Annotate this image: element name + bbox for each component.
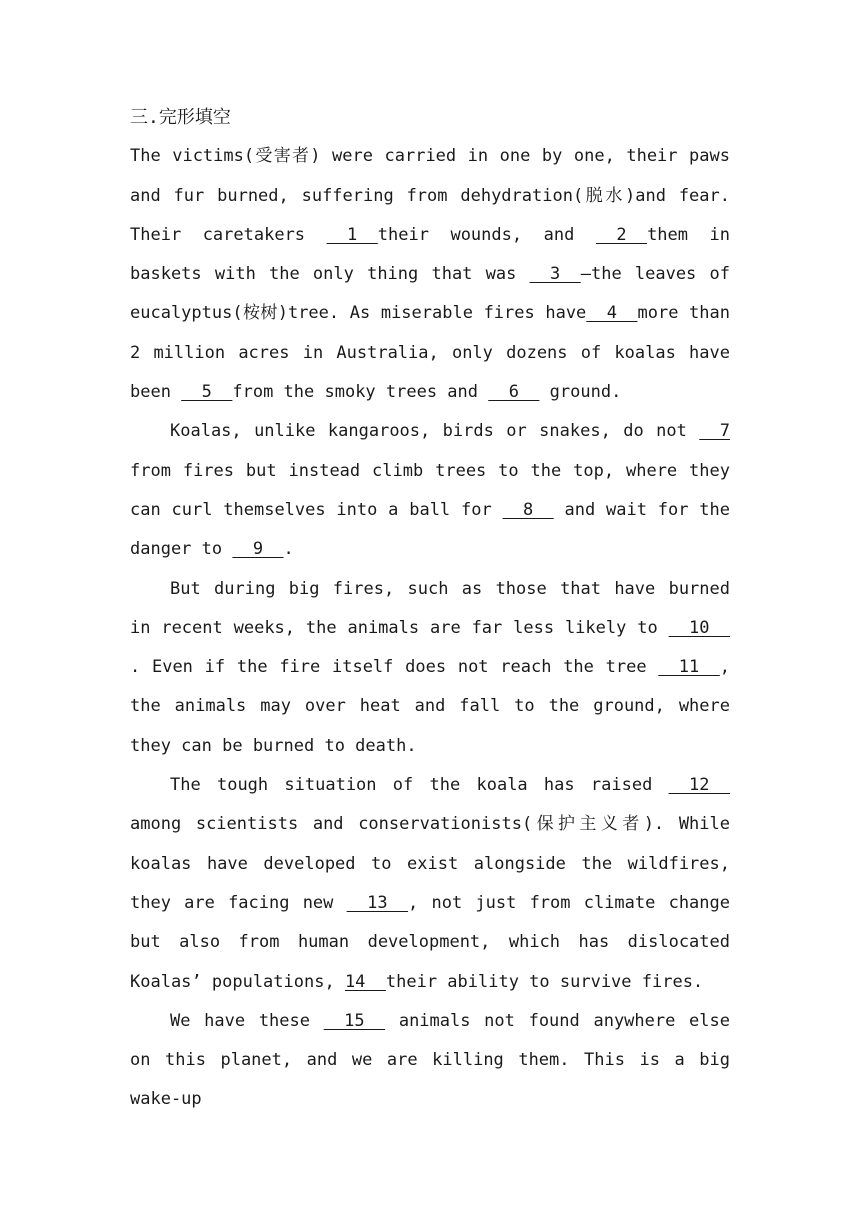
paragraph: [130, 137, 730, 412]
passage-text: among scientists and conservationists(保护主义者). While koalas have developed to exist alongside the wildfires, they are facing new: [130, 814, 730, 913]
answer-blank[interactable]: 11: [658, 657, 720, 678]
passage-text: from fires but instead climb trees to the top, where they can curl themselves into a ball for: [130, 460, 730, 520]
answer-blank[interactable]: 7: [699, 421, 730, 442]
passage-text: their ability to survive fires.: [385, 971, 704, 992]
passage-text: But during big fires, such as those that have burned in recent weeks, the animals are far less likely to: [130, 578, 730, 638]
document-page: [130, 98, 730, 1120]
passage-text: The tough situation of the koala has raised: [170, 775, 669, 796]
answer-blank[interactable]: 6: [488, 382, 540, 403]
section-heading: 三.完形填空: [130, 107, 231, 128]
passage-text: their wounds, and: [377, 224, 596, 245]
passage-text: We have these: [170, 1010, 324, 1031]
answer-blank[interactable]: 2: [595, 224, 648, 245]
answer-blank[interactable]: 8: [502, 499, 554, 520]
answer-blank[interactable]: 13: [346, 892, 409, 913]
passage-text: . Even if the fire itself does not reach the tree: [130, 657, 659, 678]
paragraph: [130, 412, 730, 569]
answer-blank[interactable]: 9: [232, 539, 284, 560]
answer-blank[interactable]: 14: [344, 971, 386, 992]
paragraph: [130, 766, 730, 1002]
answer-blank[interactable]: 10: [668, 617, 730, 638]
answer-blank[interactable]: 12: [668, 775, 730, 796]
passage-text: animals not found anywhere else on this planet, and we are killing them. This is a big wake-up: [130, 1010, 730, 1110]
passage-text: , the animals may over heat and fall to the ground, where they can be burned to death.: [130, 657, 730, 756]
answer-blank[interactable]: 5: [181, 382, 233, 403]
passage-text: , not just from climate change but also from human development, which has dislocated Koalas’ populations,: [130, 892, 730, 992]
passage-text: The victims(受害者) were carried in one by one, their paws and fur burned, suffering from dehydration(脱水)and fear. Their caretakers: [130, 146, 730, 245]
passage-text: ground.: [539, 382, 622, 403]
passage-text: and wait for the danger to: [130, 499, 730, 560]
passage-text: them in baskets with the only thing that was: [130, 224, 730, 285]
passage-text: .: [283, 539, 294, 560]
passage-text: —the leaves of eucalyptus(桉树)tree. As miserable fires have: [130, 264, 730, 324]
cloze-passage: [130, 137, 730, 1119]
answer-blank[interactable]: 15: [323, 1010, 386, 1031]
answer-blank[interactable]: 1: [326, 224, 378, 245]
passage-text: more than 2 million acres in Australia, only dozens of koalas have been: [130, 303, 730, 403]
answer-blank[interactable]: 4: [586, 303, 638, 324]
passage-text: Koalas, unlike kangaroos, birds or snakes, do not: [170, 421, 700, 442]
answer-blank[interactable]: 3: [529, 264, 581, 285]
paragraph: [130, 570, 730, 766]
passage-text: from the smoky trees and: [232, 382, 489, 403]
paragraph: [130, 1002, 730, 1120]
